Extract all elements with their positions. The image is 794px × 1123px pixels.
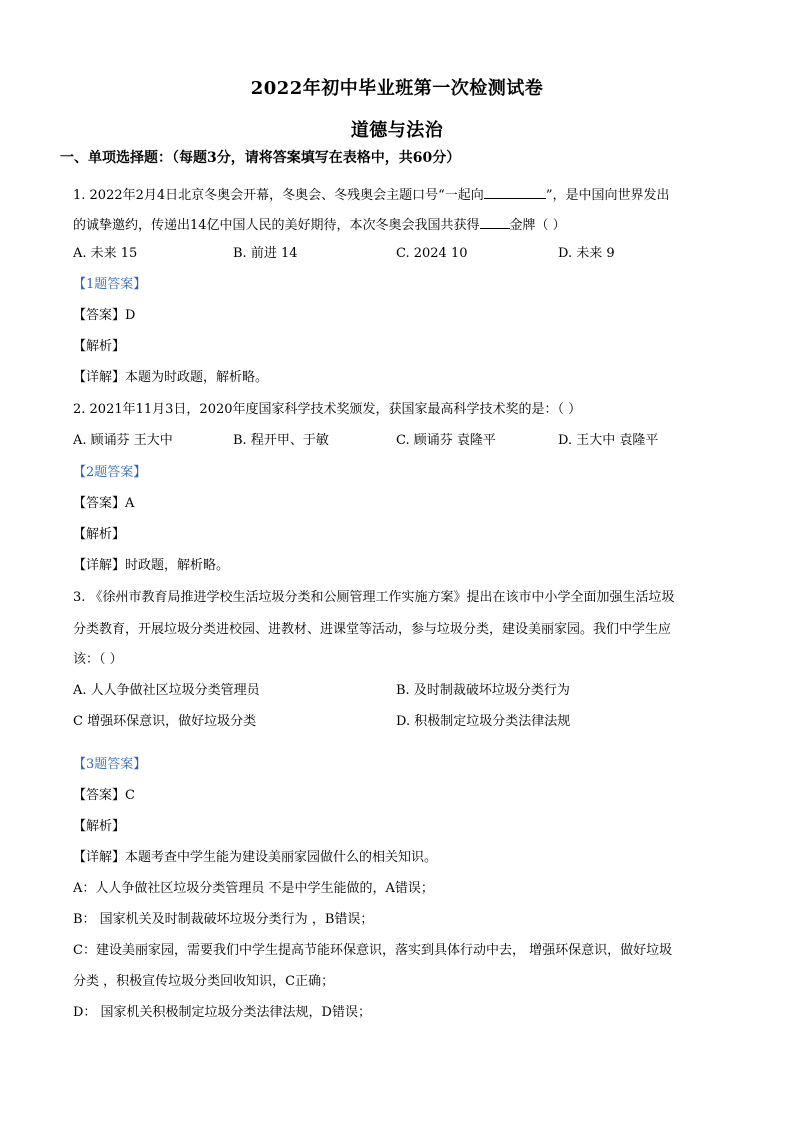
- q3-stem-line1: 3. 《徐州市教育局推进学校生活垃圾分类和公厕管理工作实施方案》提出在该市中小学全面加强生活垃圾: [73, 590, 675, 605]
- q2-option-c: C. 顾诵芬 袁隆平: [396, 433, 496, 448]
- q1-option-b: B. 前进 14: [233, 246, 298, 261]
- q3-explain-c-line1: C：建设美丽家园，需要我们中学生提高节能环保意识，落实到具体行动中去， 增强环保意识，做好垃圾: [73, 943, 673, 958]
- q2-option-a: A. 顾诵芬 王大中: [73, 433, 173, 448]
- q1-detail: 【详解】本题为时政题，解析略。: [73, 370, 269, 385]
- q1-option-d: D. 未来 9: [558, 246, 615, 261]
- exam-subject: 道德与法治: [350, 120, 444, 141]
- q3-explain-b: B： 国家机关及时制裁破坏垃圾分类行为 ，B错误；: [73, 912, 374, 927]
- q1-stem-text-a: 1. 2022年2月4日北京冬奥会开幕，冬奥会、冬残奥会主题口号“一起向: [73, 188, 484, 203]
- q1-stem-line1: [73, 186, 669, 204]
- q1-stem-text-c: 的诚挚邀约，传递出14亿中国人民的美好期待，本次冬奥会我国共获得: [73, 218, 480, 233]
- q2-detail: 【详解】时政题，解析略。: [73, 558, 230, 573]
- section-heading: 一、单项选择题：（每题3分，请将答案填写在表格中，共60分）: [60, 150, 461, 166]
- q3-answer-label: 【3题答案】: [73, 757, 147, 772]
- exam-title: 2022年初中毕业班第一次检测试卷: [250, 78, 544, 99]
- q3-option-d: D. 积极制定垃圾分类法律法规: [396, 714, 571, 729]
- q3-explain-d: D： 国家机关积极制定垃圾分类法律法规，D错误；: [73, 1005, 371, 1020]
- q3-option-a: A. 人人争做社区垃圾分类管理员: [73, 683, 260, 698]
- q1-stem-line2: [73, 216, 566, 234]
- q2-option-b: B. 程开甲、于敏: [233, 433, 329, 448]
- q1-stem-text-b: ”，是中国向世界发出: [545, 188, 670, 203]
- q1-option-a: A. 未来 15: [73, 246, 138, 261]
- q2-option-d: D. 王大中 袁隆平: [558, 433, 659, 448]
- q2-answer-label: 【2题答案】: [73, 465, 147, 480]
- q1-blank-1: [484, 186, 546, 199]
- q3-explain-c-line2: 分类 ，积极宣传垃圾分类回收知识，C正确；: [73, 974, 335, 989]
- q3-answer: 【答案】C: [73, 788, 135, 803]
- q3-option-c: C 增强环保意识，做好垃圾分类: [73, 714, 257, 729]
- q2-analysis-label: 【解析】: [73, 527, 126, 542]
- q3-stem-line2: 分类教育，开展垃圾分类进校园、进教材、进课堂等活动，参与垃圾分类，建设美丽家园。我们中学生应: [73, 622, 672, 637]
- q3-explain-a: A：人人争做社区垃圾分类管理员 不是中学生能做的，A错误；: [73, 881, 434, 896]
- q3-option-b: B. 及时制裁破坏垃圾分类行为: [396, 683, 570, 698]
- q2-answer: 【答案】A: [73, 496, 135, 511]
- q1-analysis-label: 【解析】: [73, 339, 126, 354]
- q3-analysis-label: 【解析】: [73, 819, 126, 834]
- q3-detail: 【详解】本题考查中学生能为建设美丽家园做什么的相关知识。: [73, 850, 438, 865]
- q1-answer-label: 【1题答案】: [73, 277, 147, 292]
- q2-stem: 2. 2021年11月3日，2020年度国家科学技术奖颁发，获国家最高科学技术奖的是：（ ）: [73, 402, 582, 417]
- q1-answer: 【答案】D: [73, 308, 136, 323]
- q3-stem-line3: 该：（ ）: [73, 652, 123, 667]
- q1-blank-2: [480, 216, 510, 229]
- q1-option-c: C. 2024 10: [396, 246, 468, 261]
- q1-stem-text-d: 金牌（ ）: [509, 218, 566, 233]
